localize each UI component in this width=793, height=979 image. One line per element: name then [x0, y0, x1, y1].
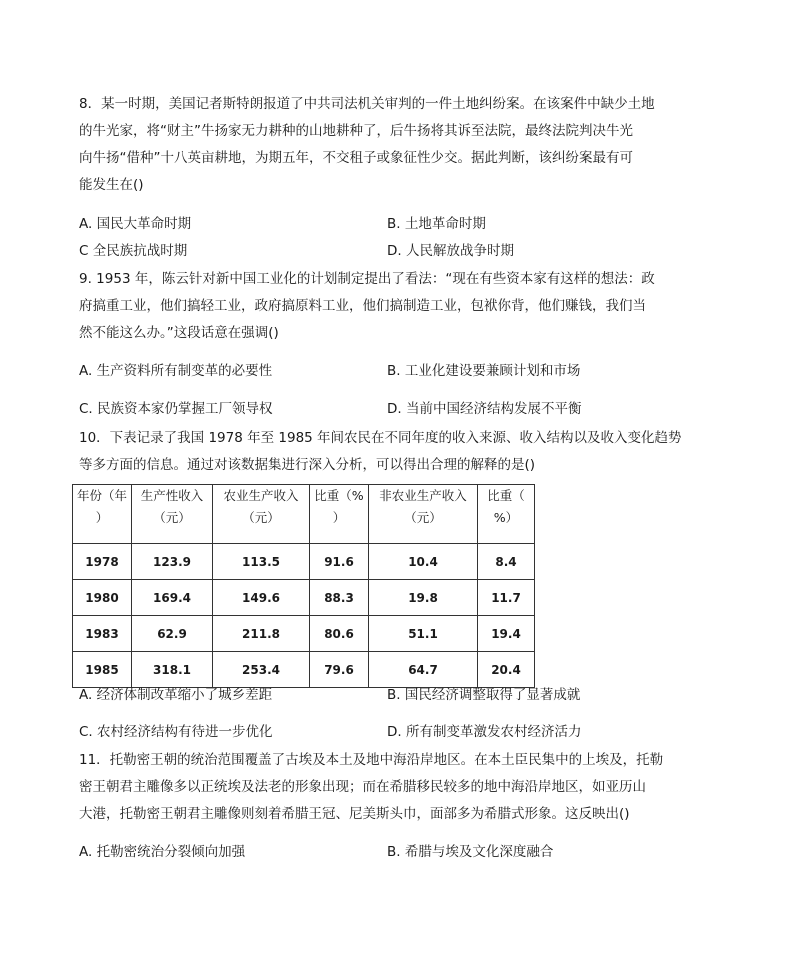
- q11-text-line: 大港，托勒密王朝君主雕像则刻着希腊王冠、尼美斯头巾，面部多为希腊式形象。这反映出(): [79, 806, 630, 822]
- table-cell: 91.6: [310, 544, 369, 580]
- q8-option-b[interactable]: B. 土地革命时期: [387, 216, 486, 232]
- table-header-cell: 比重（ %）: [478, 485, 535, 544]
- q9-text-line: 府搞重工业，他们搞轻工业，政府搞原料工业，他们搞制造工业，包袱你背，他们赚钱，我们当: [79, 298, 646, 314]
- table-cell: 79.6: [310, 652, 369, 688]
- table-cell: 10.4: [369, 544, 478, 580]
- table-row: [73, 580, 535, 616]
- q10-text-line: 等多方面的信息。通过对该数据集进行深入分析，可以得出合理的解释的是(): [79, 457, 536, 473]
- q9-option-d[interactable]: D. 当前中国经济结构发展不平衡: [387, 401, 582, 417]
- table-cell: 19.4: [478, 616, 535, 652]
- table-header-cell: 年份（年 ）: [73, 485, 132, 544]
- q9-option-a[interactable]: A. 生产资料所有制变革的必要性: [79, 363, 273, 379]
- table-cell: 149.6: [213, 580, 310, 616]
- table-header-row: [73, 485, 535, 544]
- table-cell: 20.4: [478, 652, 535, 688]
- q8-text-line: 能发生在(): [79, 177, 144, 193]
- table-header-cell: 农业生产收入 （元）: [213, 485, 310, 544]
- table-cell: 80.6: [310, 616, 369, 652]
- q9-option-c[interactable]: C. 民族资本家仍掌握工厂领导权: [79, 401, 273, 417]
- q11-text-line: 11．托勒密王朝的统治范围覆盖了古埃及本土及地中海沿岸地区。在本土臣民集中的上埃及，托勒: [79, 752, 664, 768]
- q11-option-a[interactable]: A. 托勒密统治分裂倾向加强: [79, 844, 246, 860]
- table-cell: 19.8: [369, 580, 478, 616]
- q9-option-b[interactable]: B. 工业化建设要兼顾计划和市场: [387, 363, 581, 379]
- table-row: [73, 616, 535, 652]
- q8-option-c[interactable]: C 全民族抗战时期: [79, 243, 188, 259]
- q9-text-line: 然不能这么办。”这段话意在强调(): [79, 325, 279, 341]
- table-cell: 51.1: [369, 616, 478, 652]
- q8-text-line: 8．某一时期，美国记者斯特朗报道了中共司法机关审判的一件土地纠纷案。在该案件中缺少土地: [79, 96, 655, 112]
- table-cell: 64.7: [369, 652, 478, 688]
- q10-text-line: 10．下表记录了我国 1978 年至 1985 年间农民在不同年度的收入来源、收入结构以及收入变化趋势: [79, 430, 682, 446]
- table-cell: 1978: [73, 544, 132, 580]
- table-cell: 169.4: [132, 580, 213, 616]
- q8-option-a[interactable]: A. 国民大革命时期: [79, 216, 192, 232]
- table-cell: 11.7: [478, 580, 535, 616]
- q8-text-line: 的牛光家，将“财主”牛扬家无力耕种的山地耕种了，后牛扬将其诉至法院，最终法院判决牛光: [79, 123, 633, 139]
- table-cell: 123.9: [132, 544, 213, 580]
- table-cell: 211.8: [213, 616, 310, 652]
- table-cell: 318.1: [132, 652, 213, 688]
- table-cell: 1983: [73, 616, 132, 652]
- q8-text-line: 向牛扬“借种”十八英亩耕地，为期五年，不交租子或象征性少交。据此判断，该纠纷案最有可: [79, 150, 633, 166]
- table-header-cell: 比重（% ）: [310, 485, 369, 544]
- q11-text-line: 密王朝君主雕像多以正统埃及法老的形象出现；而在希腊移民较多的地中海沿岸地区，如亚历山: [79, 779, 646, 795]
- table-cell: 1985: [73, 652, 132, 688]
- table-row: [73, 544, 535, 580]
- table-cell: 1980: [73, 580, 132, 616]
- table-cell: 88.3: [310, 580, 369, 616]
- q8-option-d[interactable]: D. 人民解放战争时期: [387, 243, 514, 259]
- q11-option-b[interactable]: B. 希腊与埃及文化深度融合: [387, 844, 554, 860]
- q10-option-b[interactable]: B. 国民经济调整取得了显著成就: [387, 687, 581, 703]
- table-cell: 253.4: [213, 652, 310, 688]
- q10-option-d[interactable]: D. 所有制变革激发农村经济活力: [387, 724, 582, 740]
- income-table: [72, 484, 535, 688]
- q10-option-c[interactable]: C. 农村经济结构有待进一步优化: [79, 724, 273, 740]
- q10-option-a[interactable]: A. 经济体制改革缩小了城乡差距: [79, 687, 273, 703]
- table-cell: 113.5: [213, 544, 310, 580]
- q9-text-line: 9. 1953 年，陈云针对新中国工业化的计划制定提出了看法：“现在有些资本家有这样的想法：政: [79, 271, 655, 287]
- table-cell: 62.9: [132, 616, 213, 652]
- table-header-cell: 生产性收入 （元）: [132, 485, 213, 544]
- table-row: [73, 652, 535, 688]
- table-header-cell: 非农业生产收入 （元）: [369, 485, 478, 544]
- table-cell: 8.4: [478, 544, 535, 580]
